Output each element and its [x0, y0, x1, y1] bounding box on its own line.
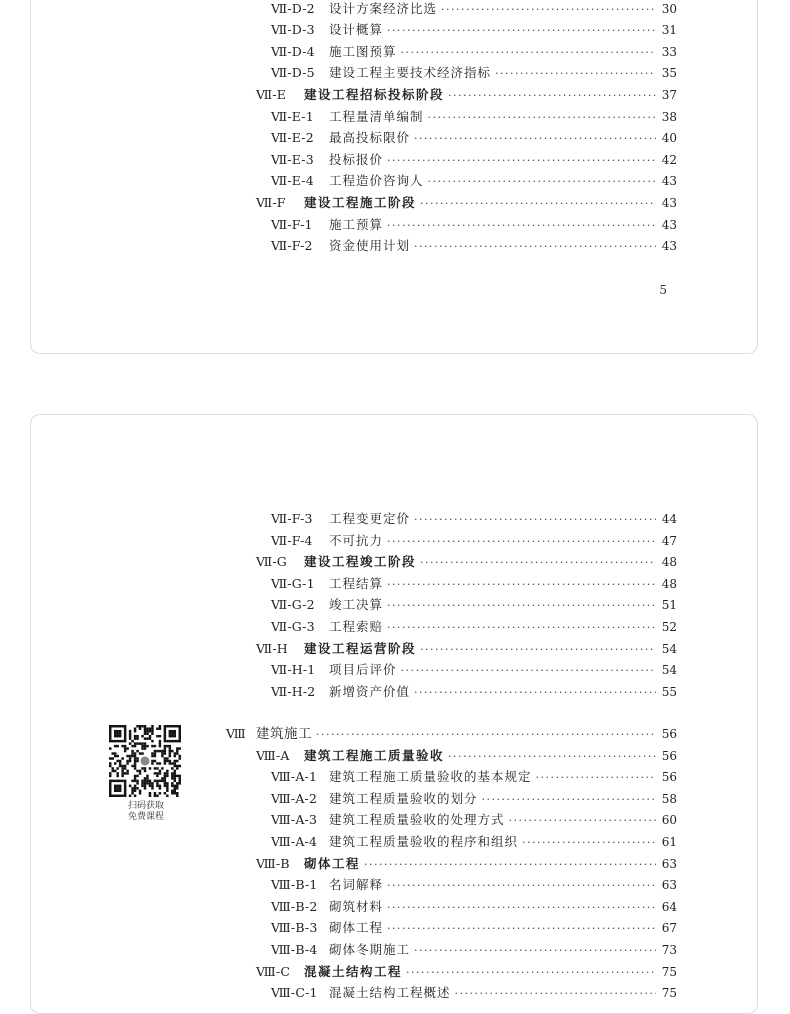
- toc-entry[interactable]: [226, 724, 677, 744]
- toc-entry-code: Ⅶ-H-2: [271, 683, 316, 699]
- toc-entry[interactable]: [271, 660, 677, 680]
- toc-entry-page: 73: [661, 943, 677, 957]
- toc-entry[interactable]: [256, 85, 677, 105]
- toc-entry-page: 44: [661, 512, 677, 526]
- toc-entry-code: Ⅶ-G-3: [271, 619, 315, 634]
- toc-entry-page: 40: [661, 131, 677, 146]
- toc-entry[interactable]: [271, 617, 677, 637]
- toc-leader-dots: [387, 532, 656, 552]
- toc-entry[interactable]: [271, 897, 677, 917]
- toc-leader-dots: [387, 618, 656, 638]
- toc-entry[interactable]: [271, 918, 677, 938]
- toc-entry[interactable]: [271, 42, 677, 62]
- toc-leader-dots: [522, 833, 656, 853]
- toc-entry-title: 设计方案经济比选: [329, 0, 438, 16]
- toc-entry-code: Ⅶ-G-1: [271, 575, 315, 591]
- toc-leader-dots: [387, 876, 656, 896]
- toc-entry-code: Ⅶ-F-2: [271, 238, 313, 254]
- toc-entry-page: 60: [661, 813, 677, 828]
- toc-entry-title: 建设工程施工阶段: [304, 194, 417, 210]
- qr-promo[interactable]: [109, 725, 183, 823]
- toc-leader-dots: [387, 575, 656, 595]
- toc-entry-page: 51: [661, 598, 677, 613]
- toc-entry-page: 54: [661, 641, 677, 656]
- toc-leader-dots: [316, 725, 656, 745]
- toc-entry-page: 56: [661, 770, 677, 785]
- toc-entry[interactable]: [271, 20, 677, 40]
- toc-leader-dots: [401, 43, 656, 63]
- toc-entry-page: 43: [661, 239, 677, 254]
- toc-entry-code: Ⅷ-A-2: [271, 790, 318, 806]
- toc-entry-title: 建设工程运营阶段: [304, 640, 417, 656]
- toc-entry-code: Ⅷ-B-2: [271, 898, 318, 914]
- toc-entry-code: Ⅶ-G: [256, 554, 287, 570]
- toc-entry-page: 43: [661, 217, 677, 232]
- toc-entry-title: 最高投标限价: [329, 130, 411, 146]
- toc-entry-code: Ⅶ-D-2: [271, 0, 315, 16]
- toc-entry-title: 建设工程竣工阶段: [304, 554, 417, 570]
- toc-entry-code: Ⅶ-E-4: [271, 173, 314, 189]
- toc-leader-dots: [387, 151, 656, 171]
- toc-entry-title: 砌体冬期施工: [329, 942, 411, 957]
- toc-entry[interactable]: [271, 128, 677, 148]
- toc-entry-title: 工程索赔: [329, 619, 384, 634]
- toc-entry[interactable]: [271, 215, 677, 235]
- toc-entry-page: 61: [661, 835, 677, 849]
- qr-caption-line1: 扫码获取: [127, 801, 164, 811]
- toc-leader-dots: [414, 129, 656, 149]
- toc-entry-title: 砌体工程: [304, 855, 361, 871]
- toc-entry-title: 竣工决算: [329, 597, 384, 613]
- toc-leader-dots: [509, 811, 656, 831]
- toc-entry-title: 建筑工程施工质量验收: [304, 747, 445, 763]
- toc-leader-dots: [414, 683, 656, 703]
- toc-entry[interactable]: [271, 107, 677, 127]
- toc-page-top: [30, 0, 758, 354]
- toc-entry-code: Ⅷ-A-4: [271, 834, 318, 849]
- toc-entry-page: 63: [661, 878, 677, 893]
- toc-leader-dots: [387, 21, 656, 41]
- toc-leader-dots: [495, 64, 656, 84]
- toc-entry-page: 52: [661, 620, 677, 634]
- toc-entry-title: 混凝土结构工程: [304, 963, 403, 979]
- toc-entry-page: 30: [661, 1, 677, 16]
- toc-entry-page: 54: [661, 663, 677, 678]
- toc-leader-dots: [455, 984, 656, 1004]
- toc-entry-page: 48: [661, 576, 677, 591]
- toc-leader-dots: [482, 790, 656, 810]
- toc-entry-page: 31: [661, 23, 677, 38]
- toc-entry-title: 资金使用计划: [329, 238, 411, 254]
- toc-entry[interactable]: [271, 983, 677, 1003]
- toc-entry-page: 56: [661, 727, 677, 741]
- toc-entry-page: 43: [661, 195, 677, 210]
- toc-entry-page: 43: [661, 174, 677, 189]
- toc-entry-code: Ⅶ-D-4: [271, 43, 315, 59]
- qr-caption-line2: 免费课程: [127, 812, 164, 822]
- toc-entry-title: 建筑施工: [256, 726, 312, 742]
- toc-entry-code: Ⅶ-E-2: [271, 130, 314, 146]
- toc-entry-page: 56: [661, 748, 677, 763]
- toc-leader-dots: [420, 194, 656, 214]
- toc-entry-title: 工程变更定价: [329, 511, 411, 526]
- toc-entry-page: 37: [661, 87, 677, 102]
- toc-entry[interactable]: [271, 509, 677, 529]
- toc-entry-page: 75: [661, 964, 677, 979]
- toc-entry-code: Ⅶ-F-4: [271, 532, 313, 548]
- toc-entry[interactable]: [271, 682, 677, 702]
- toc-entry-code: Ⅶ-E: [256, 86, 287, 102]
- toc-entry-title: 工程量清单编制: [329, 108, 424, 124]
- toc-entry-title: 设计概算: [329, 22, 384, 38]
- toc-entry-page: 47: [661, 533, 677, 548]
- toc-leader-dots: [420, 640, 656, 660]
- toc-entry-code: Ⅶ-H: [256, 640, 288, 656]
- toc-leader-dots: [448, 747, 656, 767]
- toc-leader-dots: [420, 553, 656, 573]
- toc-leader-dots: [387, 898, 656, 918]
- toc-entry-title: 建筑工程质量验收的处理方式: [329, 812, 505, 828]
- toc-entry-title: 名词解释: [329, 877, 384, 893]
- toc-entry-title: 砌筑材料: [329, 898, 384, 914]
- toc-leader-dots: [387, 596, 656, 616]
- toc-entry[interactable]: [256, 552, 677, 572]
- toc-entry-code: Ⅶ-G-2: [271, 597, 315, 613]
- toc-entry-code: Ⅷ: [226, 726, 246, 741]
- toc-entry[interactable]: [271, 531, 677, 551]
- toc-leader-dots: [364, 855, 656, 875]
- toc-leader-dots: [406, 963, 656, 983]
- toc-entry-code: Ⅶ-E-3: [271, 151, 314, 167]
- toc-leader-dots: [387, 919, 656, 939]
- toc-page-bottom: [30, 414, 758, 1014]
- toc-entry-page: 75: [661, 986, 677, 1001]
- toc-entry-code: Ⅶ-F-1: [271, 216, 313, 232]
- toc-entry-page: 35: [661, 66, 677, 81]
- toc-entry[interactable]: [271, 940, 677, 960]
- toc-leader-dots: [428, 108, 656, 128]
- toc-entry-page: 63: [661, 856, 677, 871]
- toc-entry-code: Ⅷ-B: [256, 855, 290, 871]
- toc-entry[interactable]: [256, 639, 677, 659]
- toc-entry-code: Ⅷ-A: [256, 747, 290, 763]
- toc-entry[interactable]: [256, 746, 677, 766]
- toc-entry[interactable]: [271, 832, 677, 852]
- toc-entry-code: Ⅶ-F: [256, 194, 286, 210]
- toc-entry-title: 混凝土结构工程概述: [329, 985, 451, 1001]
- toc-entry-title: 建筑工程质量验收的划分: [329, 790, 478, 806]
- toc-entry-title: 项目后评价: [329, 662, 397, 678]
- toc-entry-code: Ⅶ-F-3: [271, 511, 313, 526]
- toc-leader-dots: [414, 510, 656, 530]
- toc-entry[interactable]: [271, 150, 677, 170]
- toc-entry[interactable]: [271, 810, 677, 830]
- qr-code-icon[interactable]: [109, 725, 181, 797]
- toc-entry[interactable]: [256, 193, 677, 213]
- toc-entry-title: 建设工程主要技术经济指标: [329, 65, 492, 81]
- toc-entry-title: 工程造价咨询人: [329, 173, 424, 189]
- toc-entry[interactable]: [256, 854, 677, 874]
- toc-entry-code: Ⅷ-C-1: [271, 985, 318, 1001]
- toc-entry-code: Ⅶ-D-3: [271, 22, 315, 38]
- toc-leader-dots: [387, 216, 656, 236]
- toc-leader-dots: [441, 0, 656, 20]
- toc-entry-title: 建筑工程质量验收的程序和组织: [329, 834, 519, 849]
- page-number: 5: [659, 283, 667, 297]
- toc-entry-code: Ⅷ-B-4: [271, 942, 318, 957]
- toc-entry-code: Ⅶ-E-1: [271, 108, 314, 124]
- toc-entry[interactable]: [271, 63, 677, 83]
- toc-entry-page: 33: [661, 44, 677, 59]
- toc-entry-code: Ⅷ-B-3: [271, 920, 318, 936]
- toc-entry[interactable]: [271, 0, 677, 19]
- toc-entry-title: 建筑工程施工质量验收的基本规定: [329, 769, 532, 785]
- toc-entry-code: Ⅷ-C: [256, 963, 291, 979]
- toc-entry-page: 42: [661, 152, 677, 167]
- toc-entry-code: Ⅶ-H-1: [271, 662, 316, 678]
- toc-entry-title: 投标报价: [329, 151, 384, 167]
- toc-entry-code: Ⅷ-A-1: [271, 769, 318, 785]
- toc-leader-dots: [536, 768, 656, 788]
- toc-entry[interactable]: [256, 962, 677, 982]
- toc-leader-dots: [401, 661, 656, 681]
- toc-leader-dots: [414, 237, 656, 257]
- toc-entry-page: 58: [661, 791, 677, 806]
- toc-leader-dots: [414, 941, 656, 961]
- toc-entry-code: Ⅶ-D-5: [271, 65, 315, 81]
- toc-entry-page: 38: [661, 109, 677, 124]
- toc-entry-title: 砌体工程: [329, 920, 384, 936]
- toc-entry-code: Ⅷ-B-1: [271, 877, 318, 893]
- toc-entry-title: 不可抗力: [329, 532, 384, 548]
- toc-entry-page: 64: [661, 899, 677, 914]
- toc-leader-dots: [448, 86, 656, 106]
- toc-entry-page: 67: [661, 921, 677, 936]
- toc-entry[interactable]: [271, 789, 677, 809]
- toc-entry-title: 施工预算: [329, 216, 384, 232]
- toc-entry[interactable]: [271, 574, 677, 594]
- toc-entry-title: 建设工程招标投标阶段: [304, 86, 445, 102]
- toc-entry-title: 施工图预算: [329, 43, 397, 59]
- toc-entry-title: 新增资产价值: [329, 683, 411, 699]
- toc-entry-title: 工程结算: [329, 575, 384, 591]
- toc-entry[interactable]: [271, 595, 677, 615]
- toc-entry-page: 48: [661, 555, 677, 570]
- toc-entry[interactable]: [271, 236, 677, 256]
- toc-entry-page: 55: [661, 684, 677, 699]
- toc-entry[interactable]: [271, 767, 677, 787]
- toc-entry-code: Ⅷ-A-3: [271, 812, 318, 828]
- toc-entry[interactable]: [271, 875, 677, 895]
- toc-entry[interactable]: [271, 171, 677, 191]
- qr-caption: [109, 801, 183, 823]
- toc-leader-dots: [428, 172, 656, 192]
